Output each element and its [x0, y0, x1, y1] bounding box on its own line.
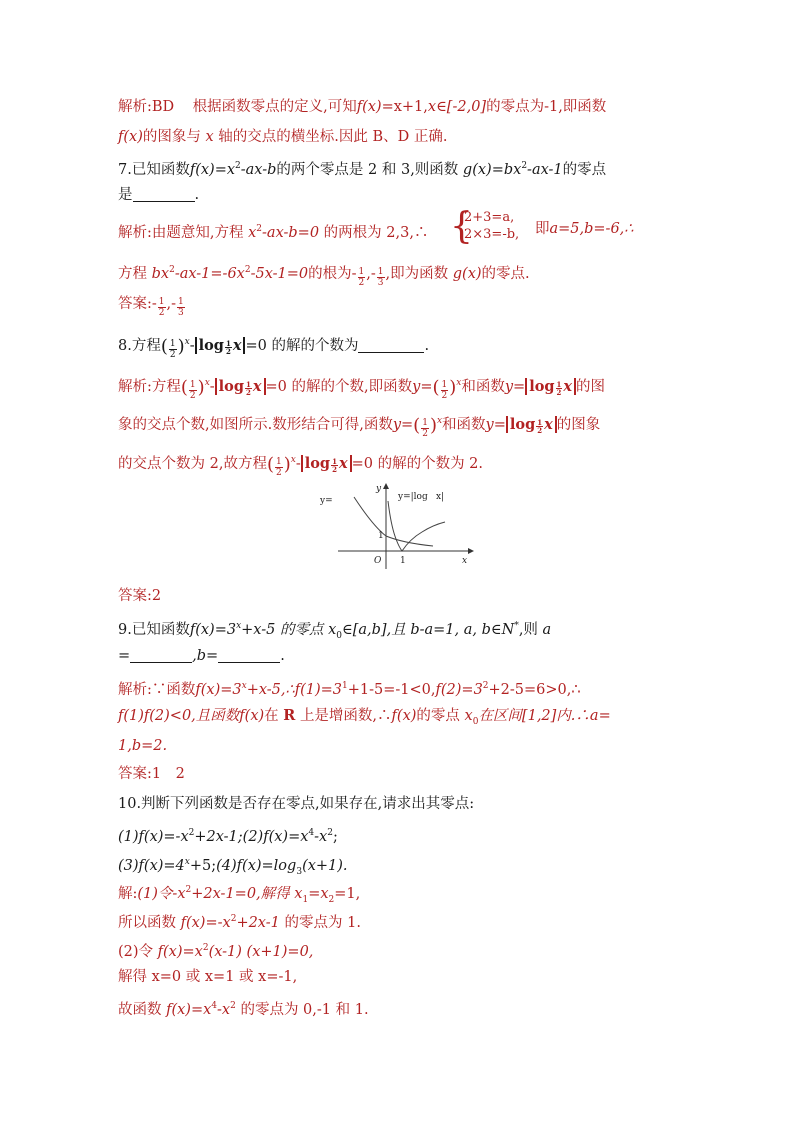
y-axis-arrow-icon — [383, 483, 389, 489]
q10-solution-line-4: 解得 x=0 或 x=1 或 x=-1, — [118, 969, 298, 985]
q9-solution-line-3: 1,b=2. — [118, 738, 168, 754]
q8-question: 8.方程( $\frac{1}{2}$ )$^x$- log $_{\frac{1}{2}}$ x =0 的解的个数为 . — [118, 336, 430, 360]
q7-question-line-2: 是 . — [118, 187, 200, 203]
system-brace: { — [450, 206, 473, 247]
q7-answer-blank — [133, 187, 195, 202]
q6-solution-line-1: 解析:BD 根据函数零点的定义,可知f(x)=x+1,x∈[-2,0]的零点为-1,即函数 — [118, 99, 607, 115]
origin-label: O — [374, 556, 382, 566]
equation-system: 2+3=a, 2×3=-b, — [464, 210, 520, 242]
q10-question-line-2: $(1)f(x)=-x^2+2x-1;(2)f(x)=x^4-x^2$; — [118, 828, 338, 845]
exponential-curve — [354, 497, 433, 546]
x-tick-1: 1 — [400, 556, 406, 566]
q7-solution-line-1-end: 即a=5,b=-6,∴ — [535, 221, 634, 237]
log-curve-label-end: x| — [436, 492, 445, 502]
q6-solution-line-2: f(x)的图象与 x 轴的交点的横坐标.因此 B、D 正确. — [118, 129, 448, 145]
q9-question-line-2: = ,b= . — [118, 648, 285, 664]
q8-answer: 答案:2 — [118, 588, 162, 604]
x-axis-arrow-icon — [468, 548, 474, 554]
q7-answer: 答案:- $\frac{1}{2}$ ,- $\frac{1}{3}$ — [118, 296, 184, 318]
q9-answer-blank-b — [218, 648, 280, 663]
q9-answer: 答案:1 2 — [118, 766, 185, 782]
q8-answer-blank — [358, 338, 424, 353]
q8-solution-line-3: 的交点个数为 2,故方程( $\frac{1}{2}$ )$^x$- log $_{\frac{1}{2}}$ x =0 的解的个数为 2. — [118, 454, 484, 478]
q10-question-line-3: $(3)f(x)=4^x+5;(4)f(x)=\log_3(x+1)$. — [118, 857, 348, 877]
q8-solution-line-1: 解析:方程( $\frac{1}{2}$ )$^x$- log $_{\frac{1}{2}}$ x =0 的解的个数,即函数y=( $\frac{1}{2}$ )$^x$和函数y= log $_{\frac{1}{2}}$ x 的图 — [118, 377, 606, 401]
log-curve-label: y=|log — [398, 492, 428, 502]
q7-solution-line-1: 解析:由题意知,方程 $x^2-ax-b=0$ 的两根为 2,3,∴ — [118, 224, 429, 241]
q10-solution-line-2: 所以函数 $f(x)=-x^2+2x-1$ 的零点为 1. — [118, 914, 361, 931]
q7-question-line-1: 7.已知函数$f(x)=x^2-ax-b$的两个零点是 2 和 3,则函数 $g(x)=bx^2-ax-1$的零点 — [118, 161, 607, 178]
function-graph-figure — [318, 481, 478, 573]
q9-solution-line-1: 解析:∵函数$f(x)=3^x+x-5,\therefore f(1)=3^1+1-5=-1<0,f(2)=3^2+2-5=6>0,\therefore$ — [118, 681, 581, 698]
q9-answer-blank-a — [130, 648, 192, 663]
q10-question-line-1: 10.判断下列函数是否存在零点,如果存在,请求出其零点: — [118, 796, 475, 812]
y-tick-1: 1 — [378, 531, 384, 541]
q10-solution-line-3: (2)令 $f(x)=x^2(x-1)$ (x+1)=0, — [118, 943, 314, 960]
q10-solution-line-5: 故函数 $f(x)=x^4-x^2$ 的零点为 0,-1 和 1. — [118, 1001, 369, 1018]
exp-curve-label: y= — [320, 496, 333, 506]
q8-solution-line-2: 象的交点个数,如图所示.数形结合可得,函数y=( $\frac{1}{2}$ )$^x$和函数y= log $_{\frac{1}{2}}$ x 的图象 — [118, 415, 601, 439]
q10-solution-line-1: 解:(1)令$-x^2+2x-1=0$,解得 $x_1=x_2=1$, — [118, 885, 361, 905]
q9-solution-line-2: f(1)f(2)<0,且函数f(x)在 R 上是增函数,∴f(x)的零点 $x_0$在区间[1,2]内.∴a= — [118, 707, 611, 727]
q9-question-line-1: 9.已知函数$f(x)=3^x+x-5$ 的零点 $x_0\in[a,b]$,且 b-a=1, a, b∈N*,则 a — [118, 621, 552, 641]
y-axis-label: y — [376, 484, 382, 494]
x-axis-label: x — [462, 556, 468, 566]
q7-solution-line-2: 方程 $bx^2-ax-1=-6x^2-5x-1=0$的根为- $\frac{1}{2}$ ,- $\frac{1}{3}$ ,即为函数 g(x)的零点. — [118, 265, 530, 288]
